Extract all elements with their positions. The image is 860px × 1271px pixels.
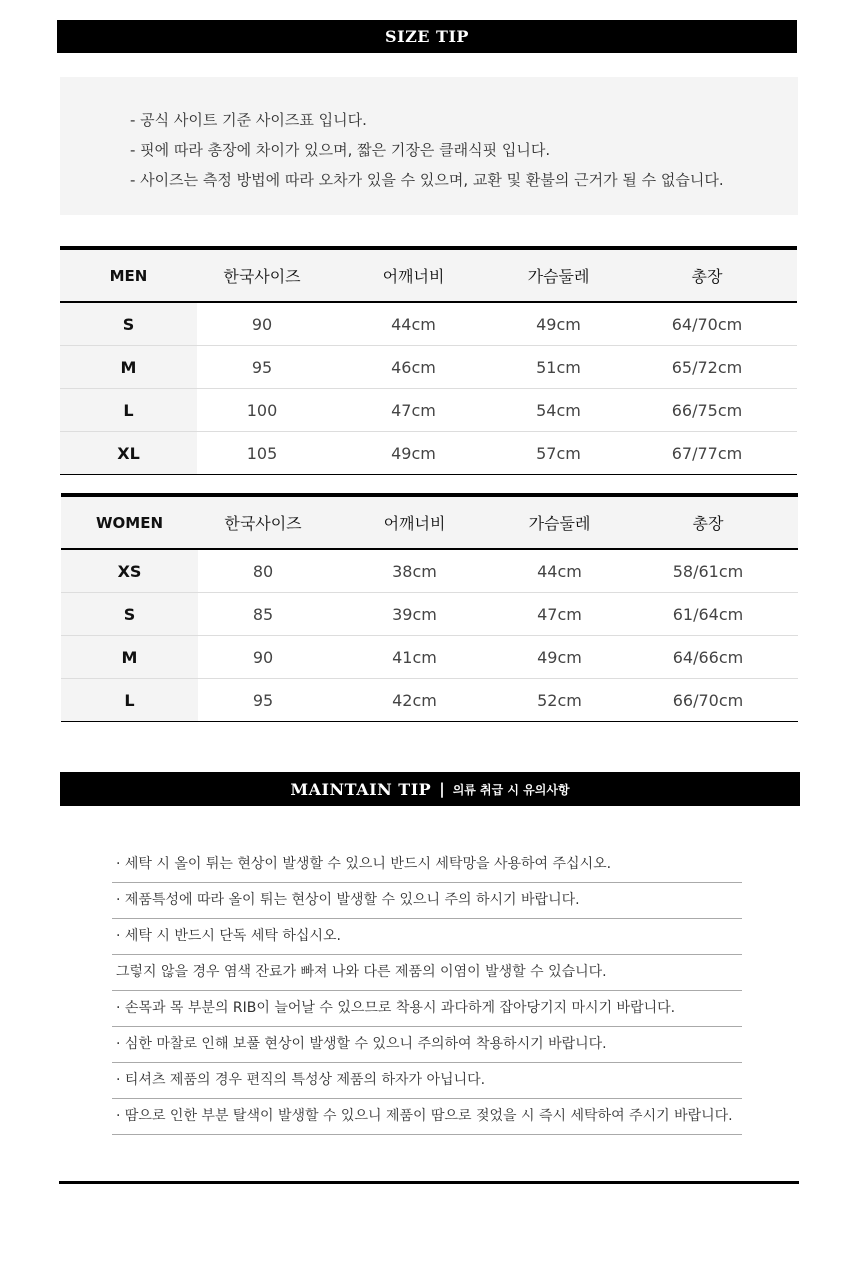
header-korean-size: 한국사이즈 [197, 248, 327, 302]
header-gender: MEN [60, 248, 197, 302]
cell: 80 [198, 549, 328, 593]
maintain-tip-banner [60, 772, 800, 806]
header-shoulder: 어깨너비 [328, 495, 501, 549]
size-note: - 사이즈는 측정 방법에 따라 오차가 있을 수 있으며, 교환 및 환불의 근거가 될 수 없습니다. [130, 171, 724, 189]
cell: 66/70cm [618, 679, 798, 722]
women-size-table [61, 493, 798, 722]
table-row [60, 389, 797, 432]
size-label: L [60, 389, 197, 432]
table-header-row [61, 495, 798, 549]
cell: 47cm [327, 389, 500, 432]
list-item: 그렇지 않을 경우 염색 잔료가 빠져 나와 다른 제품의 이염이 발생할 수 있습니다. [112, 955, 742, 991]
cell: 57cm [500, 432, 617, 475]
header-gender: WOMEN [61, 495, 198, 549]
cell: 64/70cm [617, 302, 797, 346]
cell: 100 [197, 389, 327, 432]
cell: 44cm [501, 549, 618, 593]
cell: 51cm [500, 346, 617, 389]
size-label: S [61, 593, 198, 636]
banner-separator: | [439, 780, 445, 798]
list-item: · 티셔츠 제품의 경우 편직의 특성상 제품의 하자가 아닙니다. [112, 1063, 742, 1099]
size-label: XL [60, 432, 197, 475]
cell: 54cm [500, 389, 617, 432]
cell: 95 [197, 346, 327, 389]
size-notes-box [60, 77, 798, 215]
cell: 46cm [327, 346, 500, 389]
cell: 90 [197, 302, 327, 346]
table-row [60, 346, 797, 389]
cell: 61/64cm [618, 593, 798, 636]
cell: 85 [198, 593, 328, 636]
size-label: L [61, 679, 198, 722]
size-note: - 공식 사이트 기준 사이즈표 입니다. [130, 111, 367, 129]
table-row [61, 549, 798, 593]
header-korean-size: 한국사이즈 [198, 495, 328, 549]
cell: 49cm [327, 432, 500, 475]
table-row [61, 636, 798, 679]
cell: 67/77cm [617, 432, 797, 475]
cell: 49cm [500, 302, 617, 346]
table-row [60, 302, 797, 346]
cell: 64/66cm [618, 636, 798, 679]
cell: 66/75cm [617, 389, 797, 432]
table-row [61, 679, 798, 722]
list-item: · 제품특성에 따라 올이 튀는 현상이 발생할 수 있으니 주의 하시기 바랍니다. [112, 883, 742, 919]
size-label: M [60, 346, 197, 389]
list-item: · 손목과 목 부분의 RIB이 늘어날 수 있으므로 착용시 과다하게 잡아당기지 마시기 바랍니다. [112, 991, 742, 1027]
table-header-row [60, 248, 797, 302]
cell: 39cm [328, 593, 501, 636]
bottom-divider [59, 1181, 799, 1184]
cell: 49cm [501, 636, 618, 679]
size-label: M [61, 636, 198, 679]
cell: 52cm [501, 679, 618, 722]
size-label: XS [61, 549, 198, 593]
cell: 58/61cm [618, 549, 798, 593]
list-item: · 심한 마찰로 인해 보풀 현상이 발생할 수 있으니 주의하여 착용하시기 바랍니다. [112, 1027, 742, 1063]
men-size-table [60, 246, 797, 475]
cell: 65/72cm [617, 346, 797, 389]
size-tip-banner [57, 20, 797, 53]
maintain-tip-title: MAINTAIN TIP [290, 779, 432, 799]
header-length: 총장 [617, 248, 797, 302]
cell: 38cm [328, 549, 501, 593]
cell: 42cm [328, 679, 501, 722]
list-item: · 세탁 시 올이 튀는 현상이 발생할 수 있으니 반드시 세탁망을 사용하여 주십시오. [112, 847, 742, 883]
maintain-list [112, 847, 742, 1135]
cell: 90 [198, 636, 328, 679]
list-item: · 땀으로 인한 부분 탈색이 발생할 수 있으니 제품이 땀으로 젖었을 시 즉시 세탁하여 주시기 바랍니다. [112, 1099, 742, 1135]
table-row [60, 432, 797, 475]
size-notes-list [60, 77, 798, 195]
cell: 95 [198, 679, 328, 722]
list-item: · 세탁 시 반드시 단독 세탁 하십시오. [112, 919, 742, 955]
size-label: S [60, 302, 197, 346]
table-row [61, 593, 798, 636]
header-chest: 가슴둘레 [501, 495, 618, 549]
header-chest: 가슴둘레 [500, 248, 617, 302]
cell: 44cm [327, 302, 500, 346]
maintain-tip-subtitle: 의류 취급 시 유의사항 [452, 782, 570, 797]
size-note: - 핏에 따라 총장에 차이가 있으며, 짧은 기장은 클래식핏 입니다. [130, 141, 551, 159]
header-shoulder: 어깨너비 [327, 248, 500, 302]
cell: 105 [197, 432, 327, 475]
cell: 47cm [501, 593, 618, 636]
cell: 41cm [328, 636, 501, 679]
header-length: 총장 [618, 495, 798, 549]
size-tip-title: SIZE TIP [385, 27, 469, 46]
